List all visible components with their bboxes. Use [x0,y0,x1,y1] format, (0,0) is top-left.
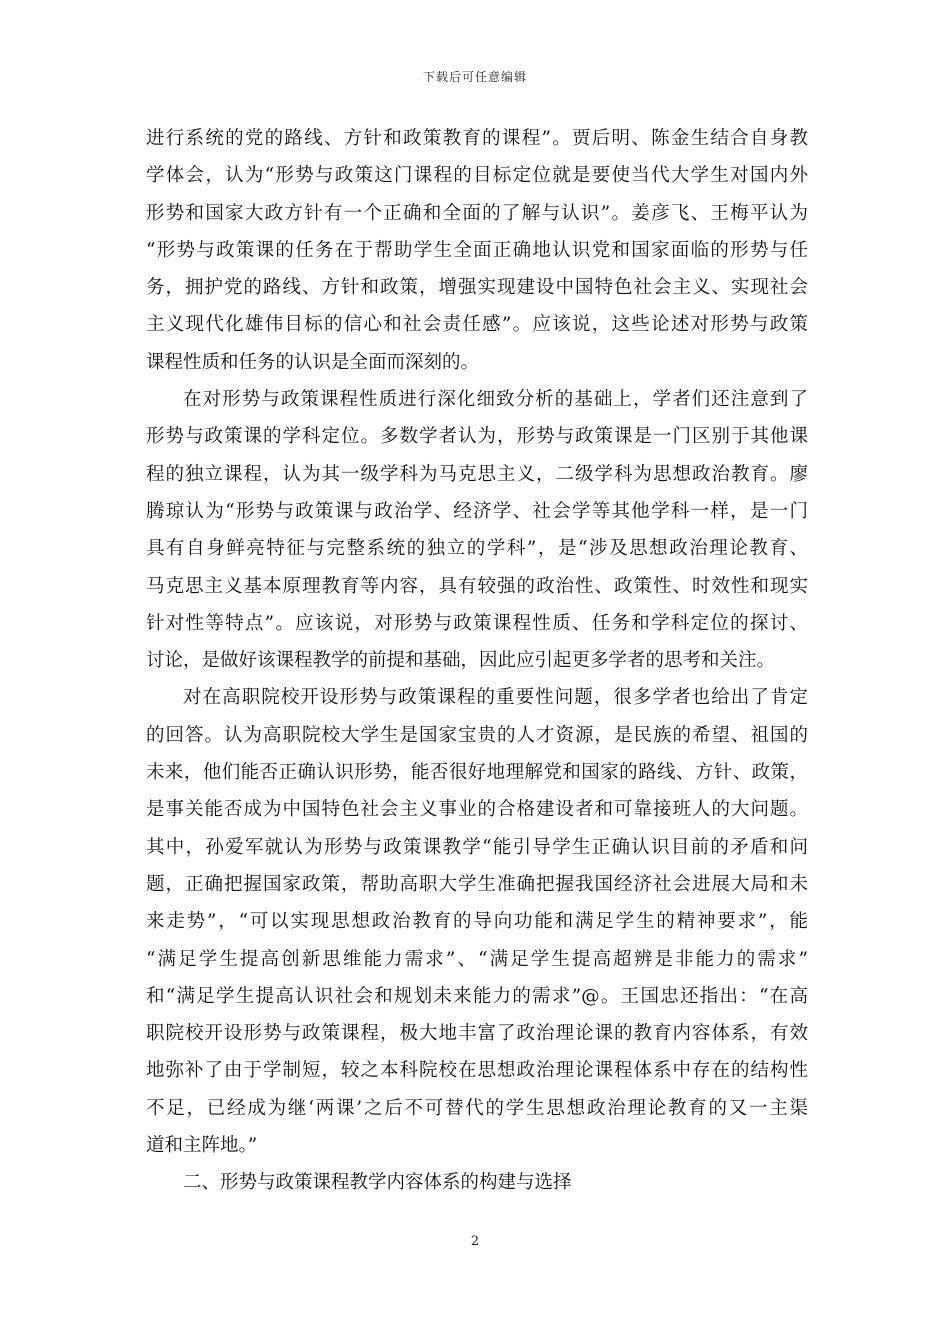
text-line: “满足学生提高创新思维能力需求”、“满足学生提高超辨是非能力的需求” [146,948,808,970]
document-body [146,120,808,1202]
text-line: 的回答。认为高职院校大学生是国家宝贵的人才资源，是民族的希望、祖国的 [146,724,808,746]
text-line: 道和主阵地。” [146,1135,258,1157]
text-line: 是事关能否成为中国特色社会主义事业的合格建设者和可靠接班人的大问题。 [146,799,808,821]
text-line: 具有自身鲜亮特征与完整系统的独立的学科”，是“涉及思想政治理论教育、 [146,538,808,560]
paragraph [146,679,808,1164]
text-line: 腾琼认为“形势与政策课与政治学、经济学、社会学等其他学科一样，是一门 [146,500,808,522]
text-line: 主义现代化雄伟目标的信心和社会责任感”。应该说，这些论述对形势与政策 [146,314,808,336]
text-line: 形势与政策课的学科定位。多数学者认为，形势与政策课是一门区别于其他课 [146,426,808,448]
text-line: “形势与政策课的任务在于帮助学生全面正确地认识党和国家面临的形势与任 [146,239,808,261]
paragraph [146,381,808,679]
text-line: 不足，已经成为继‘两课’之后不可替代的学生思想政治理论教育的又一主渠 [146,1097,808,1119]
text-line: 在对形势与政策课程性质进行深化细致分析的基础上，学者们还注意到了 [183,389,808,411]
text-line: 来走势”，“可以实现思想政治教育的导向功能和满足学生的精神要求”，能 [146,911,808,933]
text-line: 未来，他们能否正确认识形势，能否很好地理解党和国家的路线、方针、政策， [146,762,808,784]
text-line: 进行系统的党的路线、方针和政策教育的课程”。贾后明、陈金生结合自身教 [146,128,808,149]
page-number: 2 [470,1234,480,1249]
text-line: 职院校开设形势与政策课程，极大地丰富了政治理论课的教育内容体系，有效 [146,1023,808,1045]
text-line: 讨论，是做好该课程教学的前提和基础，因此应引起更多学者的思考和关注。 [146,650,776,672]
text-line: 务，拥护党的路线、方针和政策，增强实现建设中国特色社会主义、实现社会 [146,277,808,299]
text-line: 形势和国家大政方针有一个正确和全面的了解与认识”。姜彦飞、王梅平认为 [146,202,808,224]
text-line: 针对性等特点”。应该说，对形势与政策课程性质、任务和学科定位的探讨、 [146,612,808,634]
text-line: 对在高职院校开设形势与政策课程的重要性问题，很多学者也给出了肯定 [183,687,808,709]
text-line: 程的独立课程，认为其一级学科为马克思主义，二级学科为思想政治教育。廖 [146,463,808,485]
text-line: 其中，孙爱军就认为形势与政策课教学“能引导学生正确认识目前的矛盾和问 [146,836,808,858]
page-header: 下载后可任意编辑 [422,70,527,84]
text-line: 课程性质和任务的认识是全面而深刻的。 [146,351,480,373]
text-line: 学体会，认为“形势与政策这门课程的目标定位就是要使当代大学生对国内外 [146,165,808,187]
section-heading [146,1164,808,1201]
text-line: 地弥补了由于学制短，较之本科院校在思想政治理论课程体系中存在的结构性 [146,1060,808,1082]
text-line: 题，正确把握国家政策，帮助高职大学生准确把握我国经济社会进展大局和未 [146,873,808,895]
text-line: 二、形势与政策课程教学内容体系的构建与选择 [183,1172,572,1194]
text-line: 和“满足学生提高认识社会和规划未来能力的需求”@。王国忠还指出：“在高 [146,985,808,1007]
paragraph [146,120,808,381]
text-line: 马克思主义基本原理教育等内容，具有较强的政治性、政策性、时效性和现实 [146,575,808,597]
